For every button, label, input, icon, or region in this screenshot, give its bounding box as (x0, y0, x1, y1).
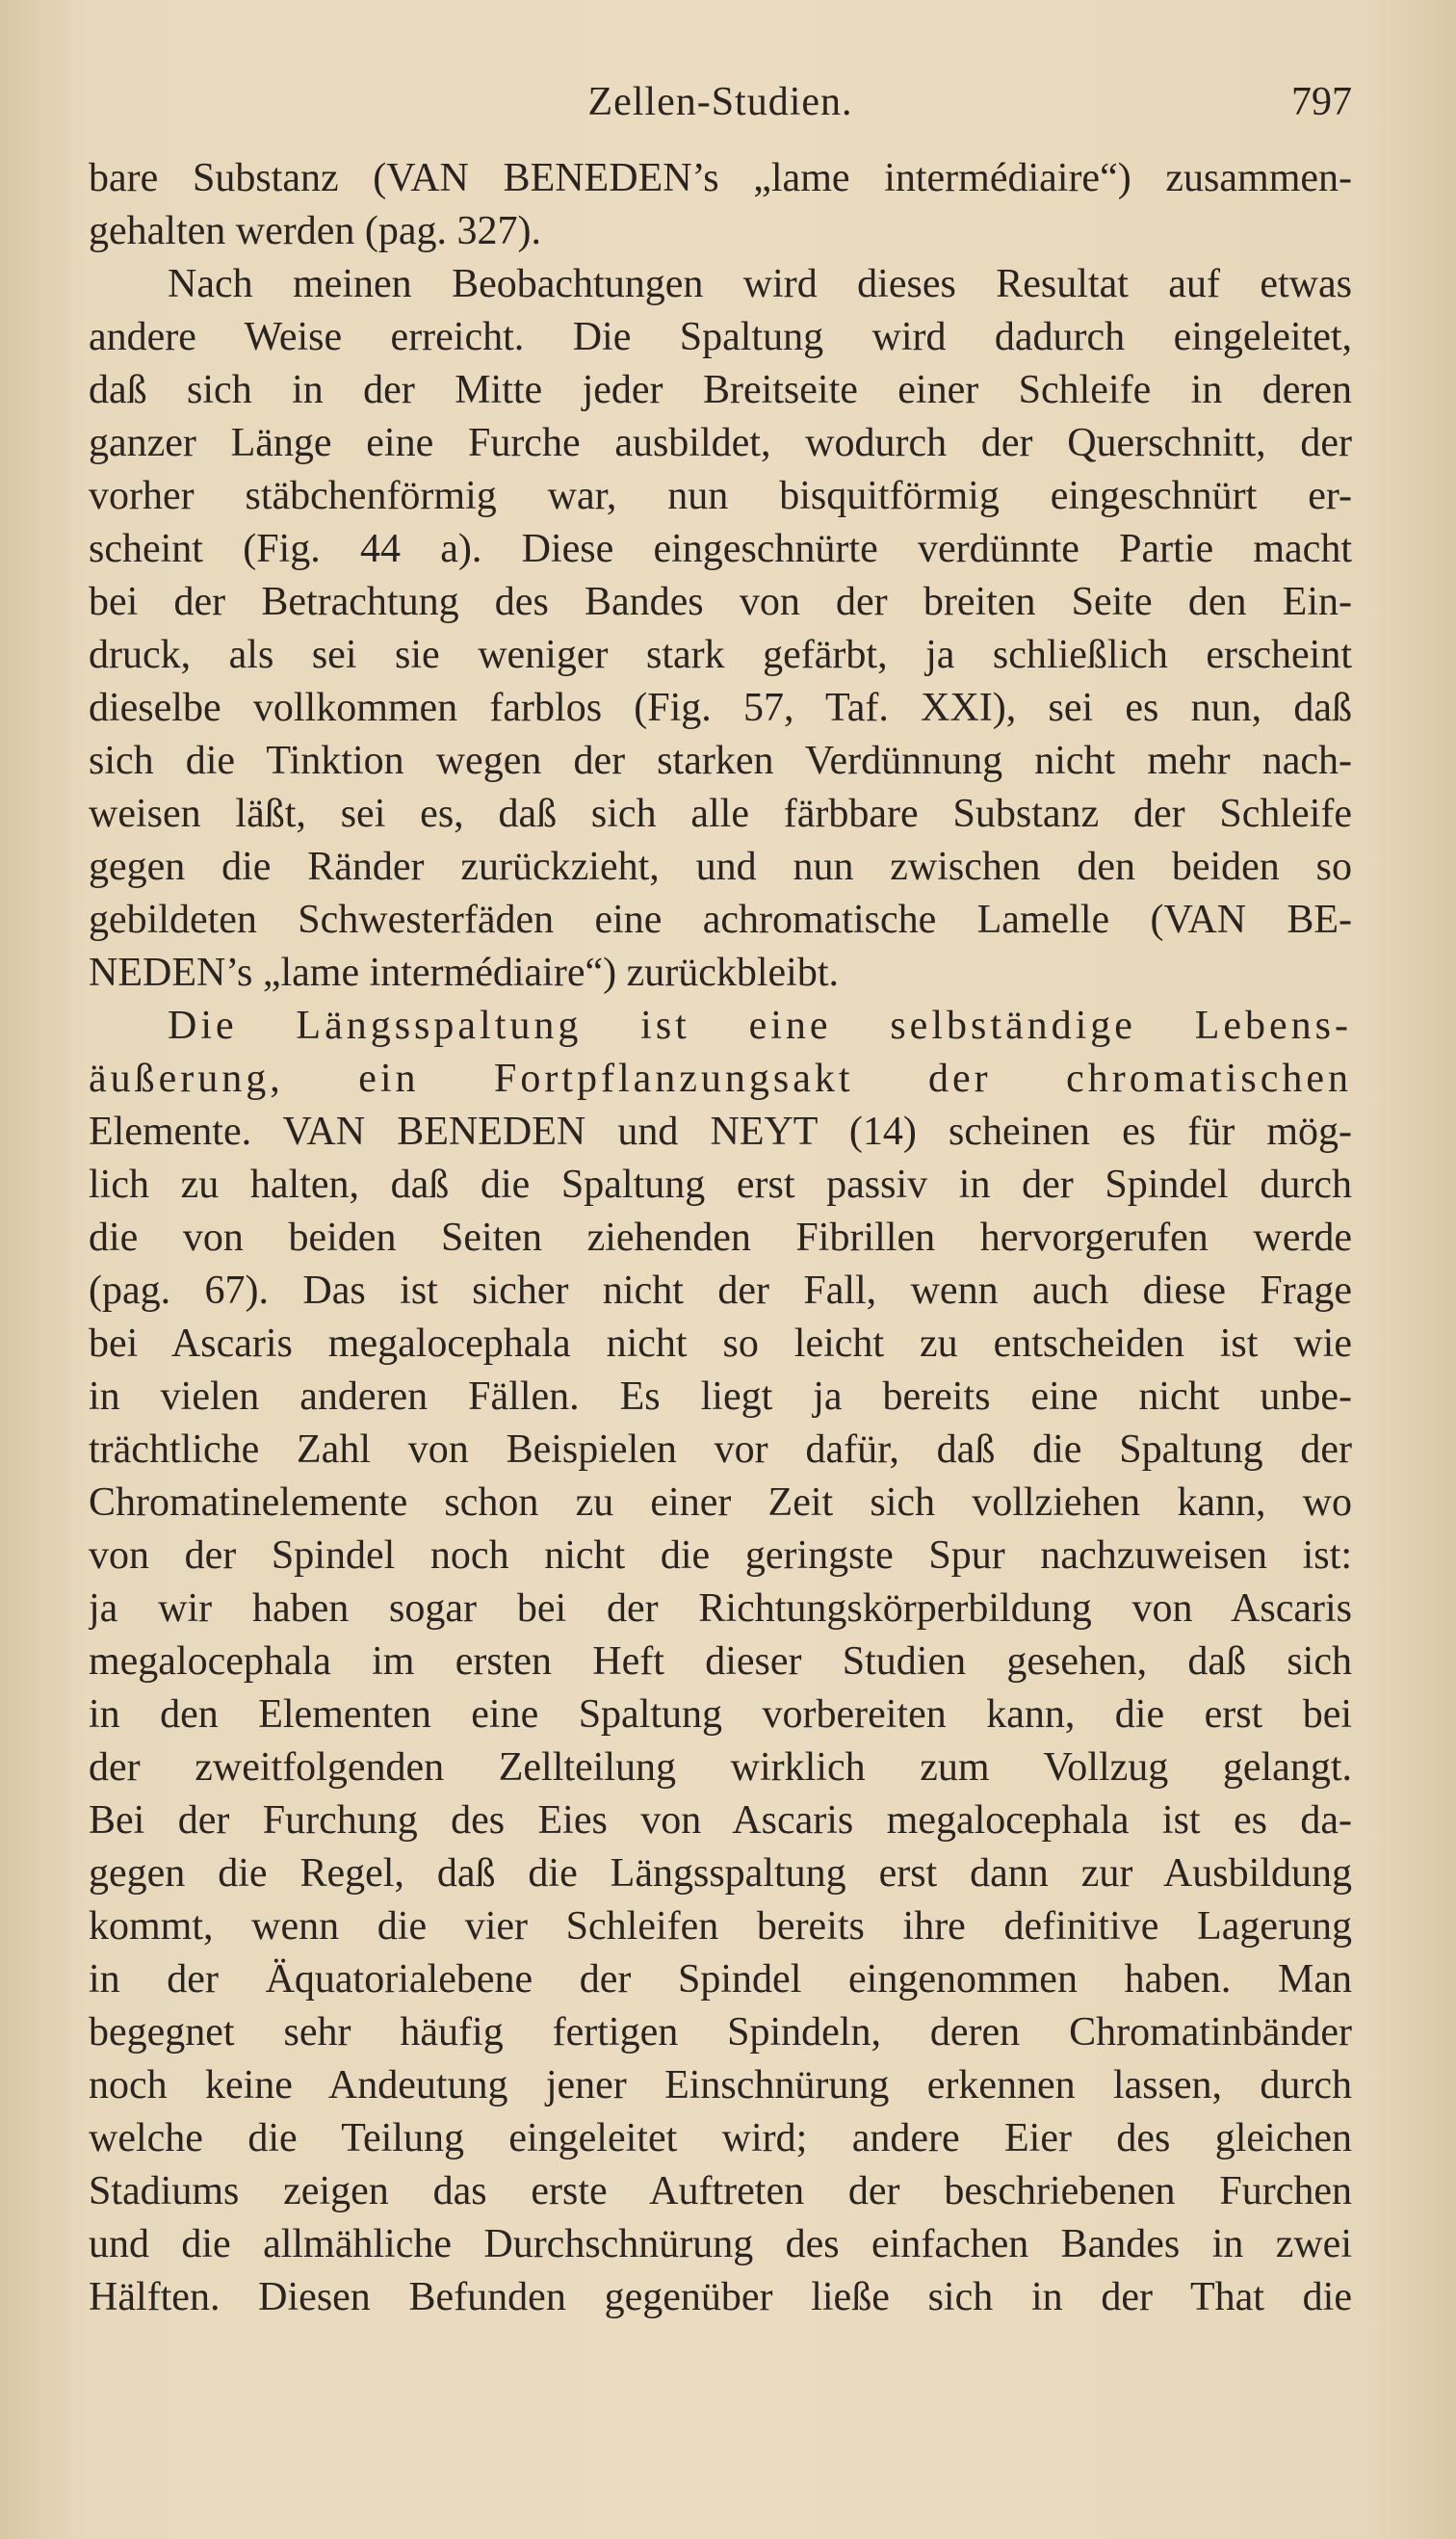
text-line: andere Weise erreicht. Die Spaltung wird dadurch eingeleitet, (89, 315, 1352, 359)
text-line: megalocephala im ersten Heft dieser Studien gesehen, daß sich (89, 1639, 1352, 1684)
running-header (89, 79, 1352, 137)
text-line-emphasis: Die Längsspaltung ist eine selbständige Lebens- (168, 1004, 1352, 1048)
text-line: und die allmähliche Durchschnürung des einfachen Bandes in zwei (89, 2222, 1352, 2266)
text-line: bei der Betrachtung des Bandes von der breiten Seite den Ein- (89, 580, 1352, 624)
text-line: scheint (Fig. 44 a). Diese eingeschnürte verdünnte Partie macht (89, 527, 1352, 571)
text-line: Hälften. Diesen Befunden gegenüber ließe sich in der That die (89, 2275, 1352, 2319)
text-line: vorher stäbchenförmig war, nun bisquitförmig eingeschnürt er- (89, 474, 1352, 518)
text-line: lich zu halten, daß die Spaltung erst passiv in der Spindel durch (89, 1163, 1352, 1207)
text-line: (pag. 67). Das ist sicher nicht der Fall, wenn auch diese Frage (89, 1269, 1352, 1313)
text-line: gegen die Ränder zurückzieht, und nun zwischen den beiden so (89, 845, 1352, 889)
text-line: kommt, wenn die vier Schleifen bereits ihre definitive Lagerung (89, 1904, 1352, 1949)
page-number: 797 (1291, 80, 1352, 124)
text-line: dieselbe vollkommen farblos (Fig. 57, Taf. XXI), sei es nun, daß (89, 686, 1352, 730)
text-line: bei Ascaris megalocephala nicht so leicht zu entscheiden ist wie (89, 1322, 1352, 1366)
text-line: gegen die Regel, daß die Längsspaltung erst dann zur Ausbildung (89, 1851, 1352, 1896)
text-line: ganzer Länge eine Furche ausbildet, wodurch der Querschnitt, der (89, 421, 1352, 465)
running-title: Zellen-Studien. (587, 80, 853, 124)
text-line: in der Äquatorialebene der Spindel eingenommen haben. Man (89, 1957, 1352, 2002)
text-line: noch keine Andeutung jener Einschnürung erkennen lassen, durch (89, 2063, 1352, 2107)
text-line: bare Substanz (VAN BENEDEN’s „lame intermédiaire“) zusammen- (89, 156, 1352, 200)
text-line: von der Spindel noch nicht die geringste Spur nachzuweisen ist: (89, 1533, 1352, 1578)
text-line: daß sich in der Mitte jeder Breitseite einer Schleife in deren (89, 368, 1352, 412)
text-line: sich die Tinktion wegen der starken Verdünnung nicht mehr nach- (89, 739, 1352, 783)
text-line: begegnet sehr häufig fertigen Spindeln, deren Chromatinbänder (89, 2010, 1352, 2055)
text-line: Bei der Furchung des Eies von Ascaris megalocephala ist es da- (89, 1798, 1352, 1843)
text-line: in den Elementen eine Spaltung vorbereiten kann, die erst bei (89, 1692, 1352, 1737)
text-line: in vielen anderen Fällen. Es liegt ja bereits eine nicht unbe- (89, 1374, 1352, 1419)
text-line: trächtliche Zahl von Beispielen vor dafür, daß die Spaltung der (89, 1427, 1352, 1472)
text-line: weisen läßt, sei es, daß sich alle färbbare Substanz der Schleife (89, 792, 1352, 836)
text-line: Elemente. VAN BENEDEN und NEYT (14) scheinen es für mög- (89, 1110, 1352, 1154)
body-text (89, 152, 1352, 2324)
text-line: druck, als sei sie weniger stark gefärbt, ja schließlich erscheint (89, 633, 1352, 677)
text-line: die von beiden Seiten ziehenden Fibrillen hervorgerufen werde (89, 1216, 1352, 1260)
text-line: Chromatinelemente schon zu einer Zeit sich vollziehen kann, wo (89, 1480, 1352, 1525)
text-line: Nach meinen Beobachtungen wird dieses Resultat auf etwas (168, 262, 1352, 306)
text-line: NEDEN’s „lame intermédiaire“) zurückbleibt. (89, 951, 840, 995)
text-line: der zweitfolgenden Zellteilung wirklich zum Vollzug gelangt. (89, 1745, 1352, 1790)
text-line-emphasis: äußerung, ein Fortpflanzungsakt der chromatischen (89, 1057, 1352, 1101)
text-line: welche die Teilung eingeleitet wird; andere Eier des gleichen (89, 2116, 1352, 2160)
text-line: gehalten werden (pag. 327). (89, 209, 541, 253)
text-line: gebildeten Schwesterfäden eine achromatische Lamelle (VAN BE- (89, 898, 1352, 942)
text-line: Stadiums zeigen das erste Auftreten der beschriebenen Furchen (89, 2169, 1352, 2213)
text-line: ja wir haben sogar bei der Richtungskörperbildung von Ascaris (89, 1586, 1352, 1631)
